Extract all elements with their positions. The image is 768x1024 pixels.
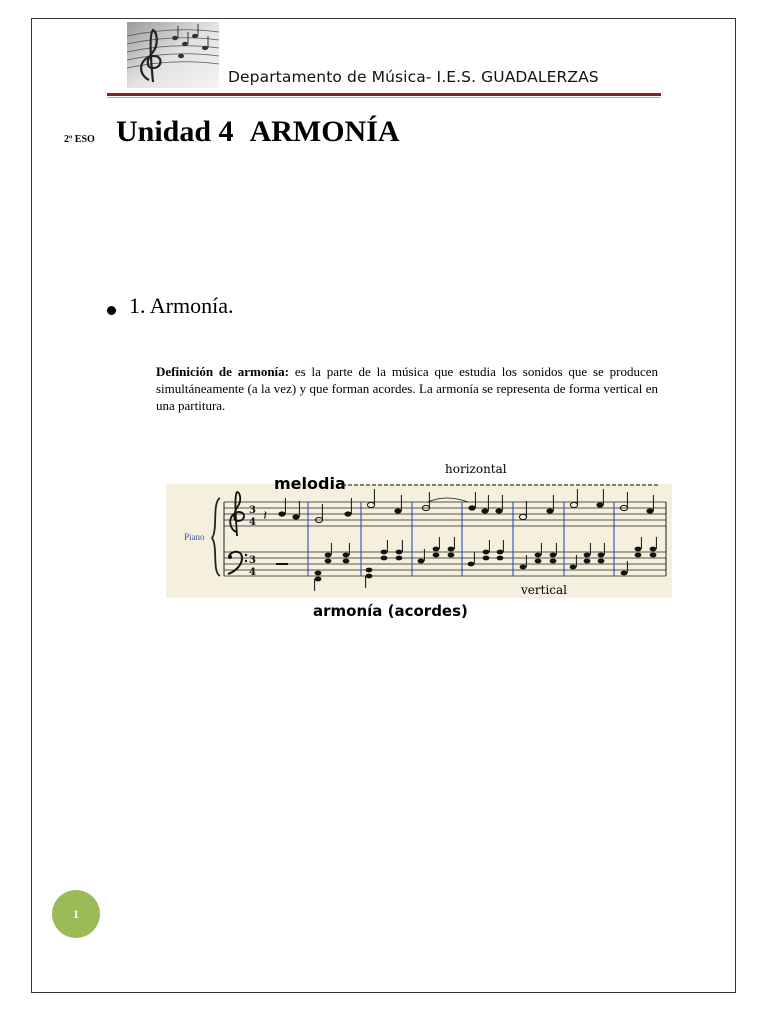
unit-title [116, 115, 400, 149]
section-heading: 1. Armonía. [129, 293, 234, 318]
definition-term: Definición de armonía: [156, 364, 289, 379]
music-sheet-logo [127, 22, 219, 88]
svg-text:4: 4 [249, 517, 256, 528]
svg-text:3: 3 [249, 555, 256, 566]
horizontal-label: horizontal [445, 462, 507, 476]
harmony-label: armonía (acordes) [313, 602, 468, 620]
unit-subject: ARMONÍA [249, 115, 400, 148]
melody-label: melodia [274, 474, 346, 493]
svg-text:𝄽: 𝄽 [263, 509, 268, 524]
svg-text:4: 4 [249, 567, 256, 578]
definition-text: es la parte de la música que estudia los sonidos que se producen simultáneamente (a la vez) y que forman acordes. La armonía se representa de forma vertical en una partitura. [156, 364, 658, 413]
grade-label: 2º ESO [64, 134, 95, 145]
definition-paragraph [156, 363, 658, 414]
department-name: Departamento de Música- I.E.S. GUADALERZAS [228, 68, 599, 86]
score-background [166, 484, 672, 598]
score-figure [166, 458, 674, 630]
instrument-label: Piano [184, 532, 205, 542]
header-rule-thin [107, 97, 661, 98]
header-rule [107, 93, 661, 96]
svg-text:3: 3 [249, 505, 256, 516]
unit-number: Unidad 4 [116, 115, 234, 148]
page-number-badge [52, 890, 100, 938]
vertical-label: vertical [521, 583, 567, 597]
bullet-icon [107, 306, 116, 315]
page-number: 1 [73, 906, 79, 921]
